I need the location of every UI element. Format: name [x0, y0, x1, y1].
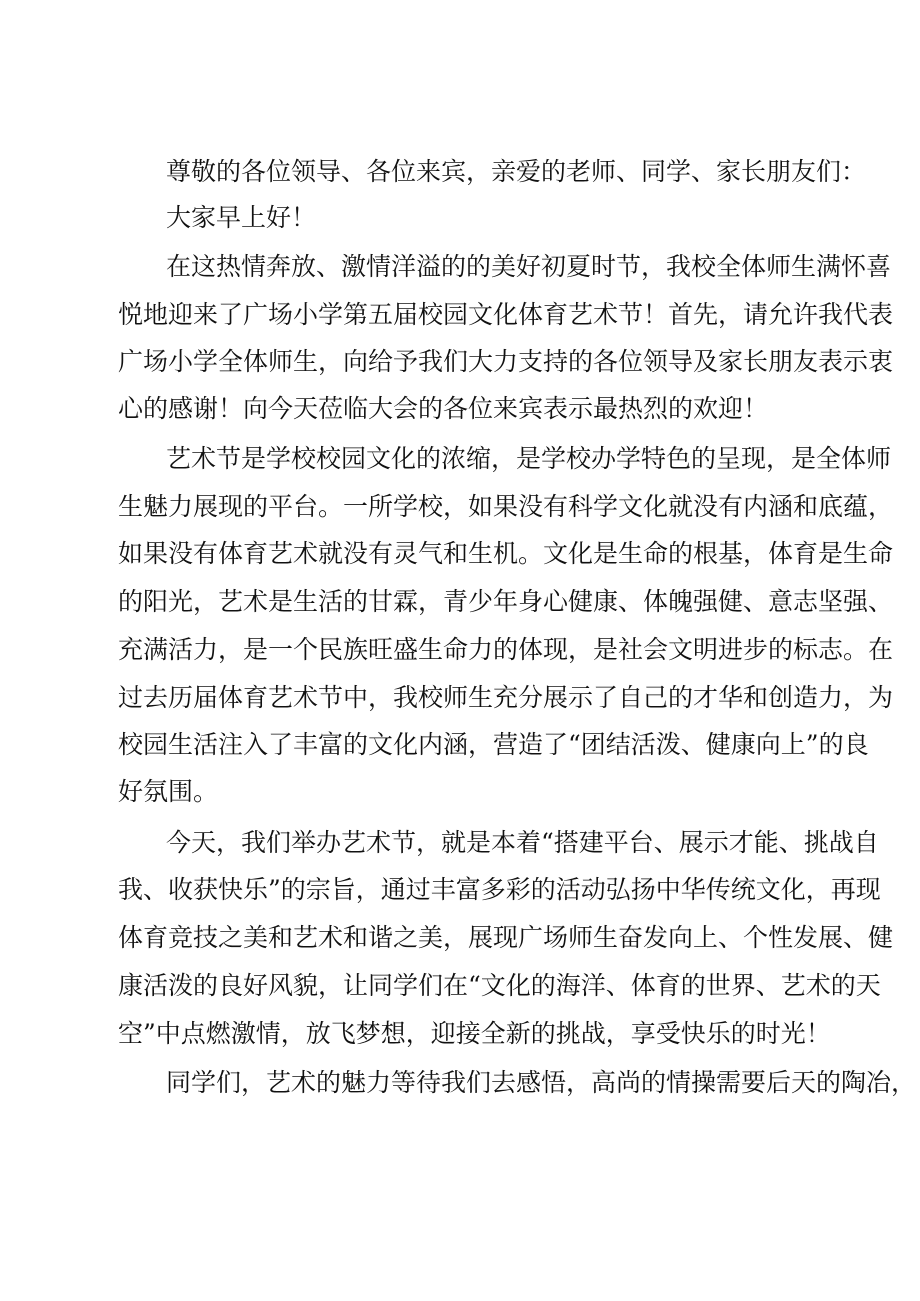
paragraph-2-line-8: 好氛围。 [118, 777, 219, 806]
paragraph-3-line-1: 今天，我们举办艺术节，就是本着“搭建平台、展示才能、挑战自 [166, 828, 879, 857]
greeting-line: 大家早上好！ [166, 203, 317, 232]
paragraph-3-line-2: 我、收获快乐”的宗旨，通过丰富多彩的活动弘扬中华传统文化，再现 [118, 875, 881, 904]
paragraph-2-line-4: 的阳光，艺术是生活的甘霖，青少年身心健康、体魄强健、意志坚强、 [118, 587, 894, 616]
paragraph-1-line-4: 心的感谢！向今天莅临大会的各位来宾表示最热烈的欢迎！ [118, 394, 769, 423]
paragraph-1-line-1: 在这热情奔放、激情洋溢的的美好初夏时节，我校全体师生满怀喜 [166, 252, 892, 281]
paragraph-4-line-1: 同学们，艺术的魅力等待我们去感悟，高尚的情操需要后天的陶冶， [166, 1068, 917, 1097]
paragraph-2-line-5: 充满活力，是一个民族旺盛生命力的体现，是社会文明进步的标志。在 [118, 635, 894, 664]
paragraph-2-line-7: 校园生活注入了丰富的文化内涵，营造了“团结活泼、健康向上”的良 [118, 730, 869, 759]
salutation-line: 尊敬的各位领导、各位来宾，亲爱的老师、同学、家长朋友们： [166, 157, 867, 186]
paragraph-2-line-3: 如果没有体育艺术就没有灵气和生机。文化是生命的根基，体育是生命 [118, 539, 894, 568]
paragraph-2-line-1: 艺术节是学校校园文化的浓缩，是学校办学特色的呈现，是全体师 [166, 444, 892, 473]
paragraph-1-line-2: 悦地迎来了广场小学第五届校园文化体育艺术节！首先，请允许我代表 [118, 300, 894, 329]
paragraph-3-line-5: 空”中点燃激情，放飞梦想，迎接全新的挑战，享受快乐的时光！ [118, 1019, 831, 1048]
paragraph-3-line-3: 体育竞技之美和艺术和谐之美，展现广场师生奋发向上、个性发展、健 [118, 923, 894, 952]
paragraph-2-line-2: 生魅力展现的平台。一所学校，如果没有科学文化就没有内涵和底蕴， [118, 492, 894, 521]
paragraph-1-line-3: 广场小学全体师生，向给予我们大力支持的各位领导及家长朋友表示衷 [118, 347, 894, 376]
paragraph-3-line-4: 康活泼的良好风貌，让同学们在“文化的海洋、体育的世界、艺术的天 [118, 971, 881, 1000]
paragraph-2-line-6: 过去历届体育艺术节中，我校师生充分展示了自己的才华和创造力，为 [118, 683, 894, 712]
